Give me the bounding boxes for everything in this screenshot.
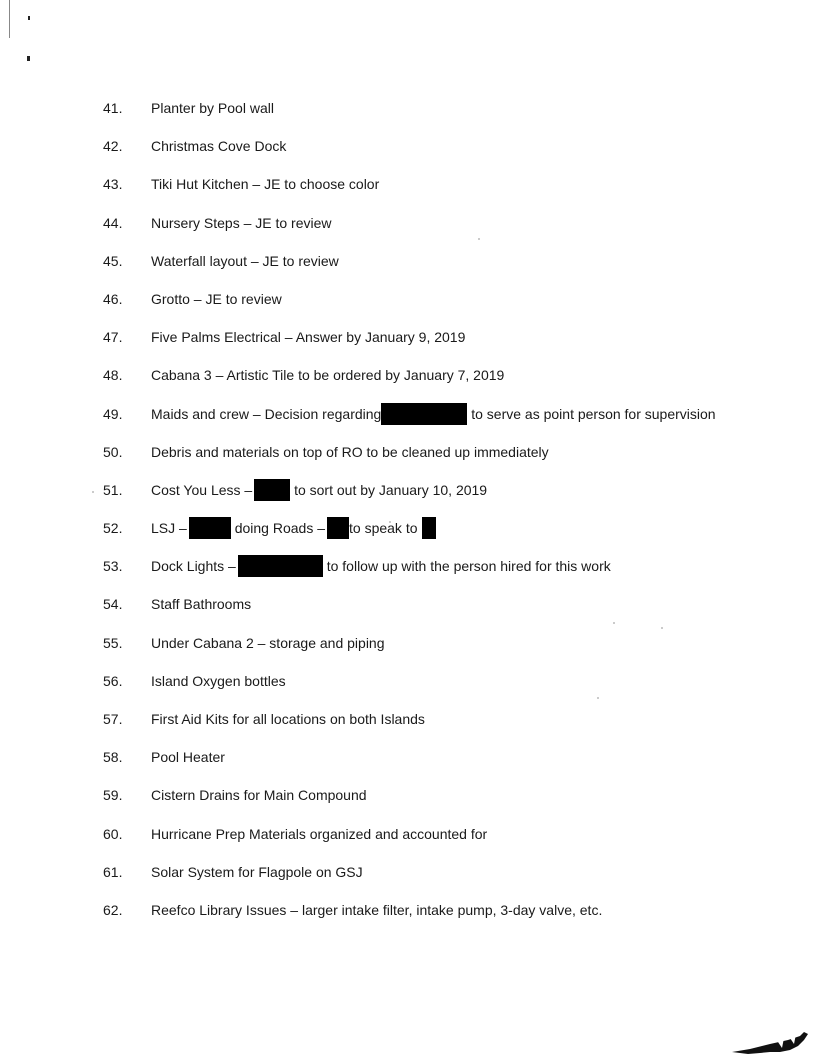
- scan-speck: [28, 16, 30, 20]
- item-text-segment: Dock Lights –: [151, 558, 236, 575]
- list-item: [0, 327, 816, 365]
- item-text: Nursery Steps – JE to review: [151, 214, 332, 231]
- item-text: Hurricane Prep Materials organized and accounted for: [151, 825, 488, 842]
- item-number: 49.: [103, 405, 123, 422]
- item-number: 55.: [103, 634, 123, 651]
- item-text: [151, 518, 436, 538]
- list-item: [0, 518, 816, 556]
- item-text-segment: to speak to: [349, 520, 418, 537]
- list-item: [0, 900, 816, 938]
- item-number: 59.: [103, 787, 123, 804]
- list-item: [0, 785, 816, 823]
- item-text: Under Cabana 2 – storage and piping: [151, 634, 385, 651]
- list-item: [0, 671, 816, 709]
- item-text: Staff Bathrooms: [151, 596, 252, 613]
- list-item: [0, 404, 816, 442]
- item-text: First Aid Kits for all locations on both Islands: [151, 711, 425, 727]
- item-text: Grotto – JE to review: [151, 290, 282, 307]
- item-number: 52.: [103, 520, 123, 537]
- item-text-segment: doing Roads –: [230, 520, 325, 537]
- redaction-box: [238, 555, 323, 577]
- item-number: 47.: [103, 329, 123, 346]
- item-text: Tiki Hut Kitchen – JE to choose color: [151, 176, 380, 193]
- list-item: [0, 136, 816, 174]
- item-text: Cistern Drains for Main Compound: [151, 787, 367, 804]
- list-item: [0, 594, 816, 632]
- list-item: [0, 556, 816, 594]
- list-item: [0, 98, 816, 136]
- item-text-segment: to follow up with the person hired for this work: [322, 558, 611, 575]
- item-text: Island Oxygen bottles: [151, 672, 286, 689]
- list-item: [0, 289, 816, 327]
- list-item: [0, 365, 816, 403]
- scan-edge-line: [9, 0, 10, 38]
- item-number: 44.: [103, 214, 123, 231]
- item-text-segment: Maids and crew – Decision regarding: [151, 405, 382, 422]
- item-number: 62.: [103, 901, 123, 918]
- list-item: [0, 633, 816, 671]
- item-number: 61.: [103, 863, 123, 880]
- item-number: 45.: [103, 252, 123, 269]
- list-item: [0, 747, 816, 785]
- numbered-task-list: [0, 98, 816, 938]
- item-text: [151, 556, 611, 576]
- item-text-segment: to serve as point person for supervision: [467, 405, 716, 422]
- list-item: [0, 251, 816, 289]
- list-item: [0, 862, 816, 900]
- item-number: 42.: [103, 138, 123, 155]
- item-text-segment: to sort out by January 10, 2019: [290, 481, 488, 498]
- item-number: 58.: [103, 749, 123, 766]
- list-item: [0, 824, 816, 862]
- item-number: 41.: [103, 100, 123, 116]
- item-number: 60.: [103, 825, 123, 842]
- item-number: 53.: [103, 558, 123, 575]
- item-text: [151, 404, 716, 424]
- item-number: 51.: [103, 481, 123, 498]
- redaction-box: [327, 517, 349, 539]
- redaction-box: [422, 517, 436, 539]
- item-number: 43.: [103, 176, 123, 193]
- item-number: 46.: [103, 290, 123, 307]
- list-item: [0, 480, 816, 518]
- item-text: Five Palms Electrical – Answer by January 9, 2019: [151, 329, 466, 346]
- list-item: [0, 174, 816, 212]
- list-item: [0, 709, 816, 747]
- redaction-box: [254, 479, 290, 501]
- redaction-box: [189, 517, 231, 539]
- redaction-box: [381, 403, 467, 425]
- list-item: [0, 442, 816, 480]
- list-item: [0, 213, 816, 251]
- item-text: Pool Heater: [151, 749, 225, 766]
- item-text: Solar System for Flagpole on GSJ: [151, 863, 363, 880]
- item-text: Cabana 3 – Artistic Tile to be ordered by January 7, 2019: [151, 367, 505, 384]
- item-number: 56.: [103, 672, 123, 689]
- item-text-segment: Cost You Less –: [151, 481, 253, 498]
- scan-speck: [27, 56, 30, 61]
- item-number: 48.: [103, 367, 123, 384]
- signature-initials: [730, 1030, 810, 1056]
- item-number: 57.: [103, 711, 123, 727]
- item-text-segment: LSJ –: [151, 520, 187, 537]
- item-text: Planter by Pool wall: [151, 100, 274, 116]
- item-text: Debris and materials on top of RO to be cleaned up immediately: [151, 443, 549, 460]
- item-text: Waterfall layout – JE to review: [151, 252, 339, 269]
- item-text: [151, 480, 487, 500]
- item-text: Christmas Cove Dock: [151, 138, 287, 155]
- item-number: 54.: [103, 596, 123, 613]
- item-text: Reefco Library Issues – larger intake filter, intake pump, 3-day valve, etc.: [151, 901, 603, 918]
- item-number: 50.: [103, 443, 123, 460]
